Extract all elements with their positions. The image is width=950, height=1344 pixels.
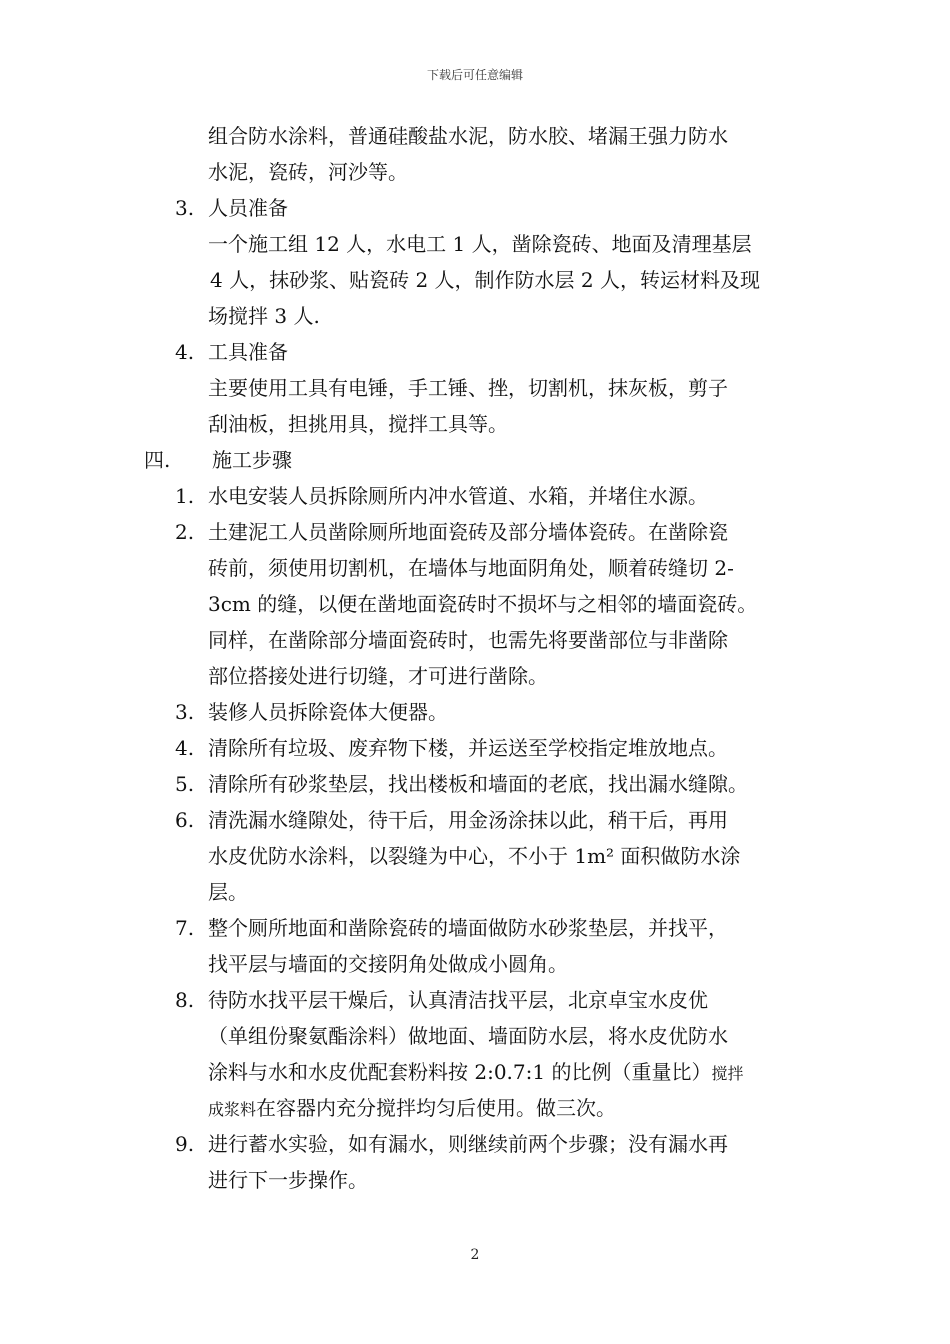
item-title: 工具准备 [208, 340, 288, 364]
page-header: 下载后可任意编辑 [426, 68, 523, 82]
step-text: 水电安装人员拆除厕所内冲水管道、水箱，并堵住水源。 [208, 484, 708, 508]
section-title: 施工步骤 [212, 448, 292, 472]
step-text: 整个厕所地面和凿除瓷砖的墙面做防水砂浆垫层，并找平， [208, 916, 728, 940]
step-number: 5. [175, 772, 195, 796]
step-number: 2. [175, 520, 195, 544]
text-line: 层。 [208, 880, 248, 904]
step-text: 土建泥工人员凿除厕所地面瓷砖及部分墙体瓷砖。在凿除瓷 [208, 520, 728, 544]
step-9 [140, 1126, 820, 1162]
step-text: 清除所有垃圾、废弃物下楼，并运送至学校指定堆放地点。 [208, 736, 728, 760]
step-number: 1. [175, 484, 195, 508]
text-line: 水皮优防水涂料，以裂缝为中心，不小于 1m² 面积做防水涂 [208, 844, 741, 868]
document-body [140, 118, 820, 1198]
step-number: 7. [175, 916, 195, 940]
step-number: 4. [175, 736, 195, 760]
step-5 [140, 766, 820, 802]
text-segment-small: 成浆料 [208, 1100, 257, 1119]
item-people-prep [140, 190, 820, 226]
step-number: 9. [175, 1132, 195, 1156]
text-line: （单组份聚氨酯涂料）做地面、墙面防水层，将水皮优防水 [208, 1024, 728, 1048]
step-text: 进行蓄水实验，如有漏水，则继续前两个步骤；没有漏水再 [208, 1132, 728, 1156]
text-line: 进行下一步操作。 [208, 1168, 368, 1192]
text-line: 砖前，须使用切割机，在墙体与地面阴角处，顺着砖缝切 2- [208, 556, 734, 580]
text-line: 找平层与墙面的交接阴角处做成小圆角。 [208, 952, 568, 976]
step-2 [140, 514, 820, 550]
item-tool-prep [140, 334, 820, 370]
step-6 [140, 802, 820, 838]
section-number: 四. [144, 448, 171, 472]
step-number: 6. [175, 808, 195, 832]
text-line [140, 1090, 820, 1126]
step-text: 待防水找平层干燥后，认真清洁找平层，北京卓宝水皮优 [208, 988, 708, 1012]
text-line: 刮油板，担挑用具，搅拌工具等。 [208, 412, 508, 436]
step-3 [140, 694, 820, 730]
step-text: 清除所有砂浆垫层，找出楼板和墙面的老底，找出漏水缝隙。 [208, 772, 748, 796]
text-segment: 涂料与水和水皮优配套粉料按 2:0.7:1 的比例（重量比） [208, 1060, 712, 1084]
step-7 [140, 910, 820, 946]
text-line [140, 1054, 820, 1090]
item-number: 4. [175, 340, 195, 364]
text-segment: 在容器内充分搅拌均匀后使用。做三次。 [256, 1096, 617, 1120]
step-number: 3. [175, 700, 195, 724]
section-heading [140, 442, 820, 478]
step-8 [140, 982, 820, 1018]
text-line: 水泥，瓷砖，河沙等。 [208, 160, 408, 184]
text-line: 4 人，抹砂浆、贴瓷砖 2 人，制作防水层 2 人，转运材料及现 [210, 268, 760, 292]
page-number: 2 [470, 1247, 480, 1263]
text-segment-small: 搅拌 [711, 1064, 744, 1083]
text-line: 场搅拌 3 人. [208, 304, 320, 328]
item-number: 3. [175, 196, 195, 220]
text-line: 3cm 的缝，以便在凿地面瓷砖时不损坏与之相邻的墙面瓷砖。 [208, 592, 758, 616]
step-text: 清洗漏水缝隙处，待干后，用金汤涂抹以此，稍干后，再用 [208, 808, 728, 832]
text-line: 主要使用工具有电锤，手工锤、挫，切割机，抹灰板，剪子 [208, 376, 728, 400]
step-text: 装修人员拆除瓷体大便器。 [208, 700, 448, 724]
step-number: 8. [175, 988, 195, 1012]
text-line: 一个施工组 12 人，水电工 1 人，凿除瓷砖、地面及清理基层 [208, 232, 752, 256]
text-line: 组合防水涂料，普通硅酸盐水泥，防水胶、堵漏王强力防水 [208, 124, 728, 148]
text-line: 部位搭接处进行切缝，才可进行凿除。 [208, 664, 548, 688]
item-title: 人员准备 [208, 196, 288, 220]
step-4 [140, 730, 820, 766]
step-1 [140, 478, 820, 514]
text-line: 同样，在凿除部分墙面瓷砖时，也需先将要凿部位与非凿除 [208, 628, 728, 652]
